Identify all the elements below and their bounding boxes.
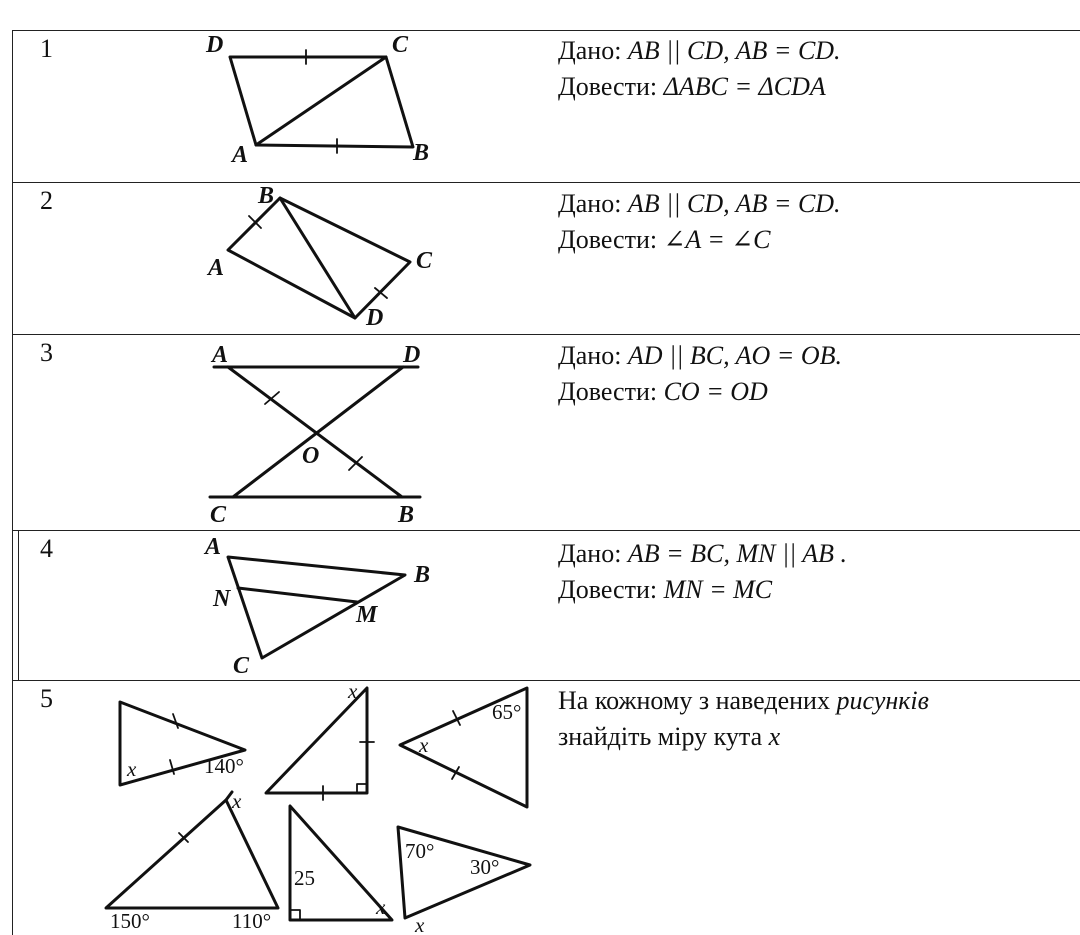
point-label-m: M xyxy=(356,602,378,628)
angle-label-x: x xyxy=(419,733,429,757)
given-prefix: Дано: xyxy=(558,341,628,370)
row-number: 2 xyxy=(40,186,53,215)
vertex-label-a: A xyxy=(232,142,249,168)
angle-label-70: 70° xyxy=(405,839,435,863)
vertex-label-b: B xyxy=(258,183,275,209)
prove-prefix: Довести: xyxy=(558,225,664,254)
tick-mark-t1-top xyxy=(173,714,178,728)
vertex-label-a: A xyxy=(205,534,222,560)
row-number: 4 xyxy=(40,534,53,563)
angle-label-150: 150° xyxy=(110,909,150,933)
side-label-25: 25 xyxy=(294,866,315,890)
given-prefix: Дано: xyxy=(558,189,628,218)
given-expression: AB = BC, MN || AB . xyxy=(627,539,848,568)
prove-prefix: Довести: xyxy=(558,377,664,406)
prove-expression: MN = MC xyxy=(663,575,773,604)
angle-label-140: 140° xyxy=(204,754,244,778)
point-label-d: D xyxy=(403,342,421,368)
task-text-end: знайдіть міру кута xyxy=(558,722,769,751)
angle-label-x: x xyxy=(376,895,386,919)
vertex-label-b: B xyxy=(413,140,430,166)
given-prefix: Дано: xyxy=(558,539,628,568)
angle-label-x: x xyxy=(232,789,242,813)
point-label-o: O xyxy=(302,443,320,469)
point-label-b: B xyxy=(398,502,415,528)
vertex-label-c: C xyxy=(392,32,409,58)
angle-label-30: 30° xyxy=(470,855,500,879)
task-text-start: На кожному з наведених xyxy=(558,686,837,715)
prove-prefix: Довести: xyxy=(558,575,664,604)
point-label-c: C xyxy=(210,502,227,528)
angle-label-x: x xyxy=(127,757,137,781)
prove-expression: ∠A = ∠C xyxy=(663,225,771,254)
prove-prefix: Довести: xyxy=(558,72,664,101)
angle-label-110: 110° xyxy=(232,909,272,933)
task-variable: x xyxy=(768,722,781,751)
angle-label-x: x xyxy=(415,913,425,935)
point-label-a: A xyxy=(212,342,229,368)
vertex-label-a: A xyxy=(208,255,225,281)
row-number: 3 xyxy=(40,338,53,367)
angle-label-65: 65° xyxy=(492,700,522,724)
row-number: 1 xyxy=(40,34,53,63)
vertex-label-c: C xyxy=(233,653,250,679)
vertex-label-c: C xyxy=(416,248,433,274)
prove-expression: ΔABC = ΔCDA xyxy=(663,72,826,101)
given-expression: AB || CD, AB = CD. xyxy=(627,36,841,65)
given-prefix: Дано: xyxy=(558,36,628,65)
row-number: 5 xyxy=(40,684,53,713)
vertex-label-b: B xyxy=(414,562,431,588)
prove-expression: CO = OD xyxy=(663,377,768,406)
given-expression: AD || BC, AO = OB. xyxy=(627,341,842,370)
triangle-4 xyxy=(106,800,278,908)
angle-label-x: x xyxy=(348,679,358,703)
vertex-label-d: D xyxy=(206,32,224,58)
point-label-n: N xyxy=(213,586,231,612)
triangle-2 xyxy=(266,688,367,793)
task-text-italic: рисунків xyxy=(836,686,929,715)
given-expression: AB || CD, AB = CD. xyxy=(627,189,841,218)
vertex-label-d: D xyxy=(366,305,384,331)
